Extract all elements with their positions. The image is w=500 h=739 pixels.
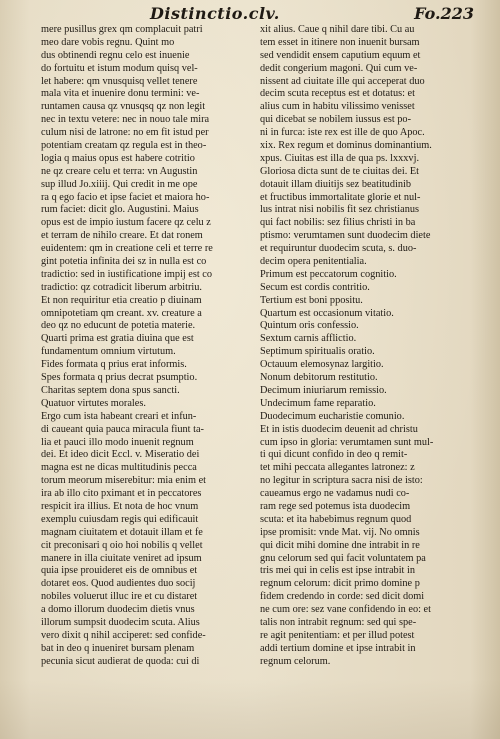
right-column-line: Et in istis duodecim deuenit ad christu [260,423,418,435]
right-column-line: Tertium est boni ppositu. [260,294,363,306]
left-column-line: deo qz no educunt de potetia materie. [41,320,196,332]
right-column-line: caueamus ergo ne vadamus nudi co- [260,488,410,500]
right-column-line: qui fact nobilis: sez filius christi in ba [260,217,416,229]
right-column-line: Gloriosa dicta sunt de te ciuitas dei. Et [260,165,419,177]
left-column-line: vero dixit q nihil acciperet: sed confide- [41,629,206,641]
left-column-line: di caueant quia pauca miracula fiunt ta- [41,423,204,435]
right-column-line: Octauum elemosynaz largitio. [260,359,384,371]
right-column-line: qui dicebat se nobilem iussus est po- [260,114,411,126]
left-column-line: torum meorum miserebitur: mia enim et [41,475,206,487]
right-column-line: Secum est cordis contritio. [260,281,370,293]
left-column-line: a domo illorum duodecim dietis vnus [41,604,195,616]
right-column-line: qui dicit mihi domine dne intrabit in re [260,539,420,551]
right-column-line: ni in furca: iste rex est ille de quo Apoc. [260,127,425,139]
left-column-line: Spes formata q prius decrat psumptio. [41,372,198,384]
right-column-line: tet mihi peccata allegantes latronez: z [260,462,415,474]
left-column-line: pecunia sicut audierat de quoda: cui di [41,655,200,667]
right-column-line: alius cum in habitu vilissimo venisset [260,101,415,113]
right-column-line: Septimum spiritualis oratio. [260,346,375,358]
left-column-line: nec in textu vetere: nec in nouo tale mira [41,114,210,126]
left-column-line: euidentem: qm in creatione celi et terre re [41,243,213,255]
left-column-line: omnipotetiam qm creant. xv. creature a [41,307,202,319]
left-column-line: Charitas septem dona spus sancti. [41,384,180,396]
right-column-line: regnum celorum. [260,655,331,667]
left-column-line: gint potetia infinita dei sz in nulla est co [41,256,207,268]
right-column-line: lus intrat nisi nobilis fit sez christianus [260,204,420,216]
right-column-line: tem esset in itinere non inuenit bursam [260,36,420,48]
right-column-line: gnu celorum sed qui facit voluntatem pa [260,552,426,564]
right-column-line: talis non intrabit regnum: sed qui spe- [260,616,417,628]
left-column-line: manere in illa ciuitate veniret ad ipsum [41,552,202,564]
left-column-line: culum nisi de latrone: no em fit istud per [41,127,209,139]
left-column-line: logia q maius opus est habere cotritio [41,152,195,164]
left-column-line: exemplu cuiusdam regis qui edificauit [41,513,199,525]
left-column-line: do fortuitu et istum modum quisq vel- [41,62,198,74]
left-column-line: ira ab illo cito pximant et in peccatores [41,488,202,500]
right-column-line: dotauit illam diuitijs sez beatitudinib [260,178,411,190]
right-column-line: Nonum debitorum restitutio. [260,372,378,384]
right-column-line: Sextum carnis afflictio. [260,333,357,345]
left-column-line: rum faciet: dicit glo. Augustini. Maius [41,204,199,216]
left-column-line: fundamentum omnium virtutum. [41,346,176,358]
right-column-line: ptismo: verumtamen sunt duodecim diete [260,230,431,242]
right-column-line: ram rege sed potemus ista duodecim [260,500,411,512]
right-column-line: Quartum est occasionum vitatio. [260,307,394,319]
left-column-line: Quatuor virtutes morales. [41,397,146,409]
left-column-line: lia et pauci illo modo inuenit regnum [41,436,194,448]
left-column-line: et terram de nihilo creare. Et dat ronem [41,230,203,242]
right-column-line: addi tertium domine et ipse intrabit in [260,642,416,654]
right-column-line: Undecimum fame reparatio. [260,397,376,409]
left-column-line: Et non requiritur etia creatio p diuinam [41,294,202,306]
left-column-line: cit preconisari q oio hoi nobilis q vellet [41,539,203,551]
left-column-line: magna est ne dicas multitudinis pecca [41,462,197,474]
left-column-line: illorum sumpsit duodecim scuta. Alius [41,616,200,628]
right-column-line: cum ipso in gloria: verumtamen sunt mul- [260,436,434,448]
left-column-line: quia ipse prouideret eis de omnibus et [41,565,198,577]
right-column-line: dedit congerium magoni. Qui cum ve- [260,62,418,74]
right-column-line: tris mei qui in celis est ipse intrabit in [260,565,416,577]
right-column-line: xpus. Ciuitas est illa de qua ps. lxxxvj. [260,152,420,164]
right-column-line: no legitur in scriptura sacra nisi de isto: [260,475,423,487]
right-column-line: decim scuta receptus est et dotatus: et [260,88,415,100]
left-column-line: Fides formata q prius erat informis. [41,359,187,371]
page-shadow [0,679,500,739]
right-column-line: Decimum iniuriarum remissio. [260,384,387,396]
right-column-line: Primum est peccatorum cognitio. [260,268,397,280]
right-column-line: sed vendidit ensem caputium equum et [260,49,421,61]
right-column-line: decim opera penitentialia. [260,256,367,268]
right-column-line: ti qui dicunt confido in deo q remit- [260,449,408,461]
left-column-line: dei. Et ideo dicit Eccl. v. Miseratio dei [41,449,200,461]
left-column-line: mere pusillus grex qm complacuit patri [41,24,203,35]
right-column-line: nissent ad ciuitate ille qui acceperat duo [260,75,425,87]
left-column-line: meo dare vobis regnu. Quint mo [41,36,175,48]
left-column-line: tradictio: qz cotradicit liberum arbitriu. [41,281,202,293]
left-column-line: nobiles voluerut illuc ire et cu distaret [41,591,198,603]
left-column-line: sup illud Jo.xiiij. Qui credit in me ope [41,178,198,190]
right-column-line: Quintum oris confessio. [260,320,359,332]
left-column-line: bat in deo q inueniret bursam plenam [41,642,195,654]
left-column-line: ra q ego facio et ipse faciet et maiora ho- [41,191,210,203]
left-column [41,24,251,669]
left-column-line: mala vita et inuenire donu termini: ve- [41,88,200,100]
left-column-line: potentiam creatam qz regula est in theo- [41,140,207,152]
left-column-line: respicit ira illius. Et nota de hoc vnum [41,500,199,512]
right-column-line: xix. Rex regum et dominus dominantium. [260,140,432,152]
left-column-line: Ergo cum ista habeant creari et infun- [41,410,197,422]
left-column-line: dus obtinendi regnu celo est inuenie [41,49,190,61]
right-column-line: et requiruntur duodecim scuta, s. duo- [260,243,417,255]
right-column [260,24,482,669]
left-column-line: ne qz creare celu et terra: vn Augustin [41,165,198,177]
left-column-line: Quarti prima est gratia diuina que est [41,333,194,345]
left-column-line: opus est de impio iustum facere qz celu z [41,217,211,229]
right-column-line: ne cum ore: sez vane confidendo in eo: et [260,604,431,616]
left-column-line: let habere: qm vnusquisq vellet tenere [41,75,198,87]
left-column-line: runtamen causa qz vnusqsq qz non legit [41,101,206,113]
right-column-line: xit alius. Caue q nihil dare tibi. Cu au [260,24,415,35]
right-column-line: scuta: et ita habebimus regnum quod [260,513,412,525]
right-column-line: regnum celorum: dicit primo domine p [260,578,420,590]
right-column-line: fidem credendo in corde: sed dicit domi [260,591,425,603]
left-column-line: dotaret eos. Quod audientes duo socij [41,578,196,590]
running-head: Distinctio.clv. [150,4,280,23]
right-column-line: ipse promisit: vnde Mat. vij. No omnis [260,526,420,538]
left-column-line: tradictio: sed in iustificatione impij est co [41,268,213,280]
right-column-line: re agit penitentiam: et per illud potest [260,629,415,641]
right-column-line: Duodecimum eucharistie comunio. [260,410,405,422]
right-column-line: et fructibus immortalitate glorie et nul- [260,191,421,203]
left-column-line: magnam ciuitatem et dotauit illam et fe [41,526,203,538]
folio-number: Fo.223 [414,4,474,23]
